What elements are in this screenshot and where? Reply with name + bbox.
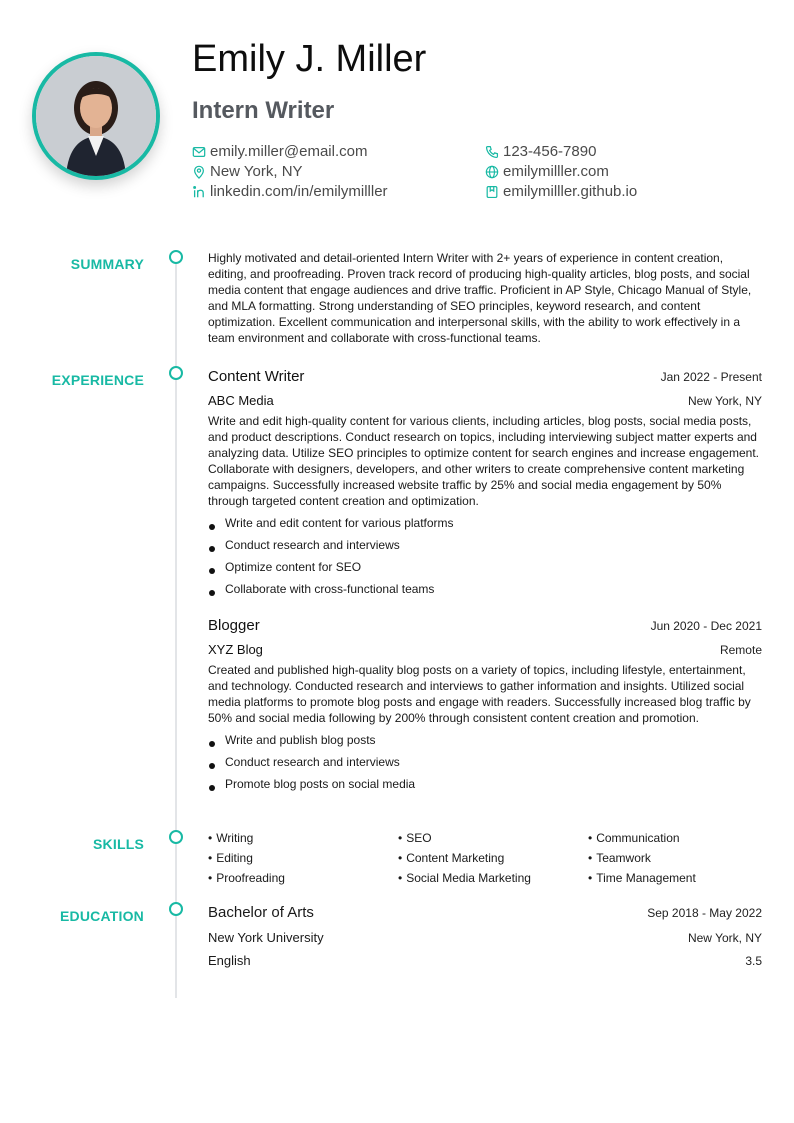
contact-github[interactable] xyxy=(485,182,637,202)
experience-job-1 xyxy=(208,366,762,603)
section-title-skills: SKILLS xyxy=(93,836,144,852)
job-dates: Jun 2020 - Dec 2021 xyxy=(650,619,762,633)
skill-bullet: • xyxy=(588,851,593,865)
list-item: Write and publish blog posts xyxy=(208,732,762,748)
contact-location xyxy=(192,162,303,182)
job-dates: Jan 2022 - Present xyxy=(660,370,762,384)
timeline-dot-skills xyxy=(169,830,183,844)
summary-text: Highly motivated and detail-oriented Intern Writer with 2+ years of experience in content creation, editing, and proofreading. Proven track record of producing high-quality articles, blog posts, and social media content that engage audiences and drive traffic. Proficient in AP Style, Chicago Manual of Style, and MLA formatting. Strong understanding of SEO principles, keyword research, and content optimization. Excellent communication and interpersonal skills, with the ability to work effectively in a team environment and collaborate with cross-functional teams. xyxy=(208,251,752,345)
contact-phone-text: 123-456-7890 xyxy=(503,143,597,160)
contact-website[interactable] xyxy=(485,162,609,182)
education-gpa: 3.5 xyxy=(745,954,762,968)
list-item: Conduct research and interviews xyxy=(208,754,762,770)
job-location: New York, NY xyxy=(687,394,762,408)
job-company: XYZ Blog xyxy=(208,642,263,657)
contact-linkedin[interactable] xyxy=(192,182,388,202)
education-field: English xyxy=(208,953,251,968)
education-dates: Sep 2018 - May 2022 xyxy=(647,906,762,920)
education-degree: Bachelor of Arts xyxy=(208,904,314,921)
list-item: Collaborate with cross-functional teams xyxy=(208,581,762,597)
job-company: ABC Media xyxy=(208,393,274,408)
skill-item: • Editing xyxy=(208,851,253,865)
job-description: Created and published high-quality blog posts on a variety of topics, including lifestyle, entertainment, and technology. Conducted research and interviews to gather information and insights. Utilized social media platforms to promote blog posts and engage with readers. Successfully increased blog traffic by 50% and social media following by 200% through consistent content creation and promotion. xyxy=(208,663,751,725)
profile-photo xyxy=(32,52,160,180)
list-item: Write and edit content for various platforms xyxy=(208,515,762,531)
section-title-experience: EXPERIENCE xyxy=(51,372,144,388)
contact-github-text: emilymilller.github.io xyxy=(503,183,638,200)
skill-bullet: • xyxy=(588,831,593,845)
education-school: New York University xyxy=(208,930,324,945)
skill-item: • Time Management xyxy=(588,871,696,885)
timeline-dot-experience xyxy=(169,366,183,380)
globe-icon xyxy=(485,165,499,179)
linkedin-icon xyxy=(192,185,206,199)
candidate-name: Emily J. Miller xyxy=(192,38,427,80)
contact-phone[interactable] xyxy=(485,142,596,162)
contact-email-text: emily.miller@email.com xyxy=(210,143,368,160)
experience-job-2 xyxy=(208,615,762,798)
skill-item: • Communication xyxy=(588,831,680,845)
job-bullets xyxy=(208,732,762,792)
list-item: Promote blog posts on social media xyxy=(208,776,762,792)
github-icon xyxy=(485,185,499,199)
summary-block xyxy=(208,250,762,346)
list-item: Optimize content for SEO xyxy=(208,559,762,575)
profile-photo-illustration xyxy=(36,56,156,176)
job-location: Remote xyxy=(719,643,762,657)
timeline-dot-education xyxy=(169,902,183,916)
location-pin-icon xyxy=(192,165,206,179)
timeline-dot-summary xyxy=(169,250,183,264)
skill-item: • Content Marketing xyxy=(398,851,505,865)
section-title-summary: SUMMARY xyxy=(70,256,144,272)
contact-email[interactable] xyxy=(192,142,367,162)
skill-bullet: • xyxy=(398,831,403,845)
job-bullets xyxy=(208,515,762,597)
education-block xyxy=(208,902,762,972)
job-description: Write and edit high-quality content for various clients, including articles, blog posts, social media posts, and product descriptions. Conduct research on topics, including interviewing subject matter experts and analyzing data. Utilize SEO principles to optimize content for search engines and increase engagement. Collaborate with designers, developers, and other writers to create comprehensive content marketing campaigns. Successfully increased website traffic by 25% and social media engagement by 50% through targeted content creation and optimization. xyxy=(208,414,759,508)
skill-item: • Writing xyxy=(208,831,254,845)
skill-bullet: • xyxy=(398,851,403,865)
phone-icon xyxy=(485,145,499,159)
job-title: Content Writer xyxy=(208,368,305,385)
list-item: Conduct research and interviews xyxy=(208,537,762,553)
skill-bullet: • xyxy=(588,871,593,885)
section-title-education: EDUCATION xyxy=(60,908,144,924)
skill-item: • Proofreading xyxy=(208,871,285,885)
skill-bullet: • xyxy=(208,851,213,865)
contact-website-text: emilymilller.com xyxy=(503,163,609,180)
skill-item: • SEO xyxy=(398,831,432,845)
job-title: Blogger xyxy=(208,617,260,634)
skill-item: • Social Media Marketing xyxy=(398,871,531,885)
contact-location-text: New York, NY xyxy=(210,163,303,180)
skill-item: • Teamwork xyxy=(588,851,651,865)
education-location: New York, NY xyxy=(687,931,762,945)
skill-bullet: • xyxy=(208,871,213,885)
skills-grid xyxy=(208,830,762,886)
candidate-role: Intern Writer xyxy=(192,97,335,124)
skill-bullet: • xyxy=(208,831,213,845)
skill-bullet: • xyxy=(398,871,403,885)
mail-icon xyxy=(192,145,206,159)
contact-linkedin-text: linkedin.com/in/emilymilller xyxy=(210,183,388,200)
